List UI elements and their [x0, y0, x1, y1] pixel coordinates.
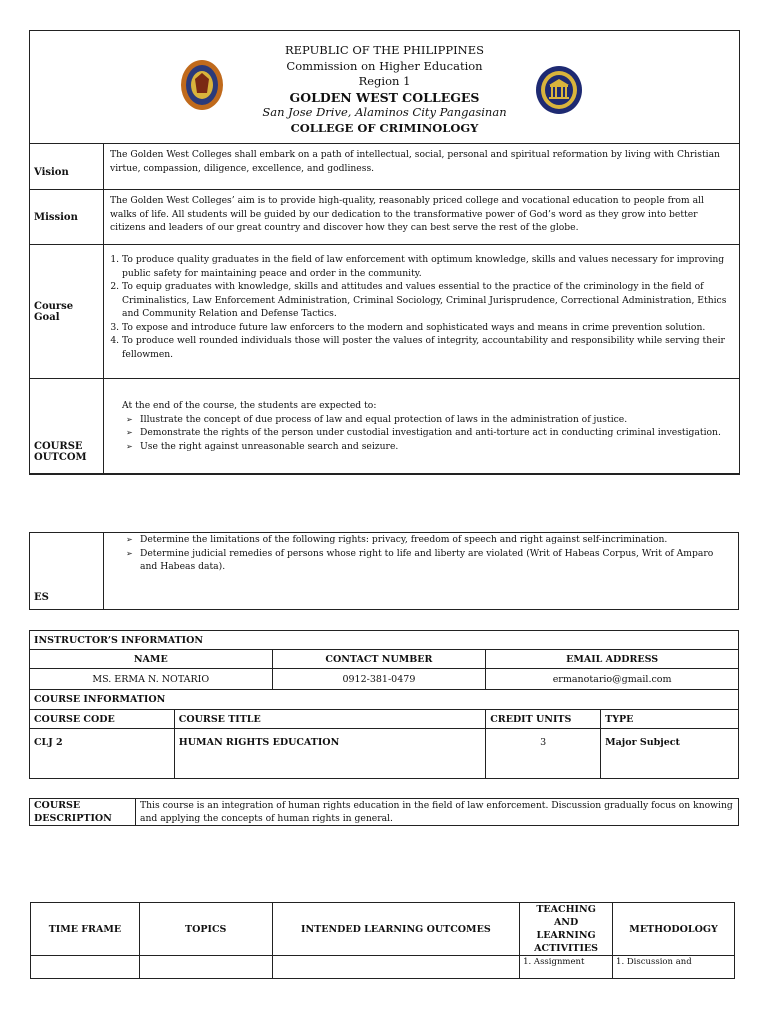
ilo-cell	[272, 956, 520, 979]
course-goal-label-1: Course	[34, 300, 74, 312]
criminology-seal-icon	[535, 65, 583, 115]
course-goal-item: 3. To expose and introduce future law enforcers to the modern and sophisticated ways and means in crime prevention solution.	[122, 321, 733, 335]
course-outcomes-label	[30, 379, 104, 474]
course-code: CLJ 2	[30, 729, 175, 779]
course-description-label-2: DESCRIPTION	[34, 813, 112, 824]
methodology-header: METHODOLOGY	[613, 903, 735, 956]
course-goal-label	[30, 245, 104, 379]
course-goal-label-2: Goal	[34, 311, 60, 323]
course-section-title: COURSE INFORMATION	[30, 690, 739, 710]
course-description-table	[29, 798, 739, 826]
time-frame-cell	[31, 956, 140, 979]
course-outcome-item: ➢ Determine judicial remedies of persons whose right to life and liberty are violated (Writ of Habeas Corpus, Writ of Amparo and Habeas data).	[126, 547, 732, 574]
mission-label: Mission	[30, 190, 104, 245]
instructor-contact: 0912-381-0479	[272, 669, 486, 690]
time-frame-header: TIME FRAME	[31, 903, 140, 956]
ilo-header: INTENDED LEARNING OUTCOMES	[272, 903, 520, 956]
course-outcomes-continued	[29, 532, 739, 610]
instructor-name: MS. ERMA N. NOTARIO	[30, 669, 273, 690]
mission-text: The Golden West Colleges’ aim is to provide high-quality, reasonably priced college and vocational education to people from all walks of life. All students will be guided by our dedication to the transformative power of God’s word as they grow into better citizens and leaders of our great country and discover how they can best serve the rest of the globe.	[104, 190, 740, 245]
instructor-email-header: EMAIL ADDRESS	[486, 650, 739, 669]
header-ched: Commission on Higher Education	[286, 58, 483, 73]
course-outcomes-label-2: OUTCOM	[34, 452, 87, 463]
school-seal-icon	[180, 59, 224, 111]
instructor-section-title: INSTRUCTOR’S INFORMATION	[30, 631, 739, 650]
course-goal-item: 1. To produce quality graduates in the field of law enforcement with optimum knowledge, skills and values necessary for improving public safety for maintaining peace and order in the community.	[122, 253, 733, 280]
tla-header-2: AND	[553, 917, 579, 928]
course-outcomes-text	[104, 379, 740, 474]
course-description-text: This course is an integration of human rights education in the field of law enforcement. Discussion gradually focus on knowing and applying the concepts of human rights in general.	[136, 799, 739, 826]
course-goal-list	[110, 253, 733, 361]
tla-header-4: ACTIVITIES	[534, 943, 599, 954]
header-block	[29, 30, 740, 475]
header-text	[30, 43, 739, 136]
course-description-label	[30, 799, 136, 826]
instructor-course-table	[29, 630, 739, 779]
header-republic: REPUBLIC OF THE PHILIPPINES	[284, 43, 485, 57]
course-goal-text	[104, 245, 740, 379]
topics-cell	[139, 956, 272, 979]
course-outcomes-text-cont	[104, 533, 739, 610]
course-title-header: COURSE TITLE	[174, 710, 485, 729]
instructor-contact-header: CONTACT NUMBER	[272, 650, 486, 669]
header-address: San Jose Drive, Alaminos City Pangasinan	[262, 105, 507, 119]
course-code-header: COURSE CODE	[30, 710, 175, 729]
course-outcomes-label-1: COURSE	[34, 441, 83, 452]
header-college: COLLEGE OF CRIMINOLOGY	[290, 120, 479, 135]
tla-header-1: TEACHING	[536, 904, 596, 915]
course-outcomes-intro: At the end of the course, the students are expected to:	[122, 400, 377, 411]
header-region: Region 1	[358, 74, 411, 88]
syllabus-schedule-table	[30, 902, 735, 979]
course-outcomes-list	[110, 413, 733, 454]
tla-header	[520, 903, 613, 956]
course-outcome-item: ➢ Illustrate the concept of due process of law and equal protection of laws in the administration of justice.	[126, 413, 733, 427]
credit-units: 3	[486, 729, 601, 779]
course-title: HUMAN RIGHTS EDUCATION	[174, 729, 485, 779]
tla-header-3: LEARNING	[536, 930, 596, 941]
methodology-cell: 1. Discussion and	[613, 956, 735, 979]
instructor-name-header: NAME	[30, 650, 273, 669]
course-outcome-item: ➢ Demonstrate the rights of the person under custodial investigation and anti-torture act in conducting criminal investigation.	[126, 426, 733, 440]
credit-units-header: CREDIT UNITS	[486, 710, 601, 729]
course-outcome-item: ➢ Use the right against unreasonable search and seizure.	[126, 440, 733, 454]
topics-header: TOPICS	[139, 903, 272, 956]
course-description-label-1: COURSE	[34, 800, 81, 811]
vision-text: The Golden West Colleges shall embark on a path of intellectual, social, personal and spiritual reformation by living with Christian virtue, compassion, diligence, excellence, and godliness.	[104, 144, 740, 190]
course-outcome-item: ➢ Determine the limitations of the following rights: privacy, freedom of speech and right against self-incrimination.	[126, 533, 732, 547]
course-outcomes-list-cont	[110, 533, 732, 574]
header-school-name: GOLDEN WEST COLLEGES	[289, 89, 480, 105]
vision-label: Vision	[30, 144, 104, 190]
course-outcomes-label-cont: ES	[30, 533, 104, 610]
course-type-header: TYPE	[601, 710, 739, 729]
course-goal-item: 2. To equip graduates with knowledge, skills and attitudes and values essential to the practice of the criminology in the field of Criminalistics, Law Enforcement Administration, Criminal Sociology, Criminal Jurisprudence, Correctional Administration, Ethics and Community Relation and Defense Tactics.	[122, 280, 733, 321]
instructor-email: ermanotario@gmail.com	[486, 669, 739, 690]
course-type: Major Subject	[601, 729, 739, 779]
tla-cell: 1. Assignment	[520, 956, 613, 979]
vmg-table	[29, 143, 740, 474]
course-goal-item: 4. To produce well rounded individuals those will poster the values of integrity, accountability and responsibility while serving their fellowmen.	[122, 334, 733, 361]
